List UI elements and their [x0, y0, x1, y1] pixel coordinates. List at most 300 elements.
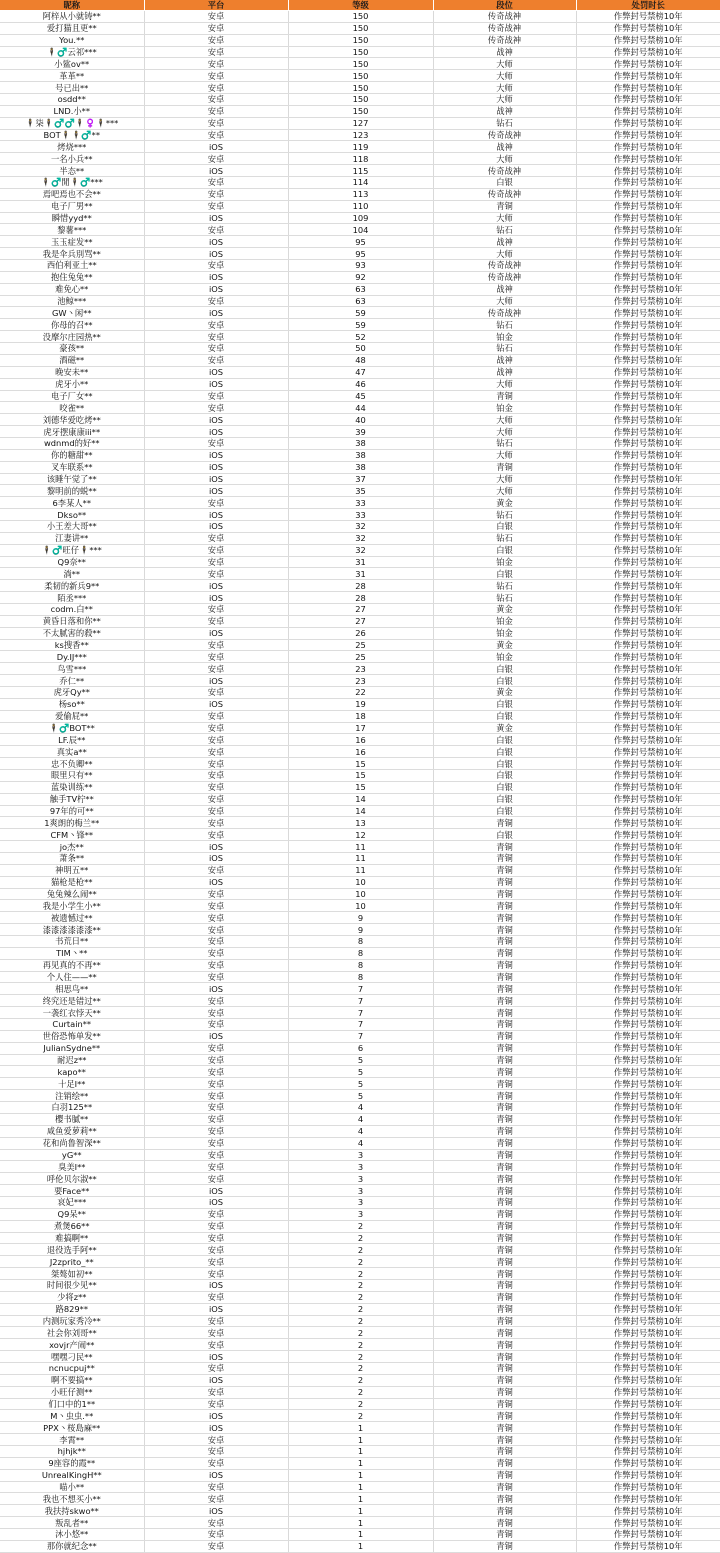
nickname-cell[interactable]: 鸟雪***	[0, 663, 144, 675]
penalty-cell[interactable]: 作弊封号禁榜10年	[576, 924, 720, 936]
nickname-cell[interactable]: 焉吧焉也不会**	[0, 188, 144, 200]
rank-cell[interactable]: 钻石	[433, 509, 576, 521]
nickname-cell[interactable]: LF.辰**	[0, 734, 144, 746]
level-cell[interactable]: 9	[288, 924, 433, 936]
level-cell[interactable]: 14	[288, 793, 433, 805]
level-cell[interactable]: 2	[288, 1244, 433, 1256]
platform-cell[interactable]: 安卓	[144, 354, 288, 366]
level-cell[interactable]: 2	[288, 1386, 433, 1398]
nickname-cell[interactable]: xovjr产闹**	[0, 1339, 144, 1351]
platform-cell[interactable]: 安卓	[144, 900, 288, 912]
penalty-cell[interactable]: 作弊封号禁榜10年	[576, 698, 720, 710]
platform-cell[interactable]: 安卓	[144, 129, 288, 141]
rank-cell[interactable]: 大师	[433, 70, 576, 82]
rank-cell[interactable]: 大师	[433, 94, 576, 106]
level-cell[interactable]: 9	[288, 912, 433, 924]
rank-cell[interactable]: 青铜	[433, 1374, 576, 1386]
level-cell[interactable]: 1	[288, 1434, 433, 1446]
level-cell[interactable]: 7	[288, 1019, 433, 1031]
penalty-cell[interactable]: 作弊封号禁榜10年	[576, 1327, 720, 1339]
header-level[interactable]: 等级	[288, 0, 433, 11]
penalty-cell[interactable]: 作弊封号禁榜10年	[576, 1066, 720, 1078]
platform-cell[interactable]: 安卓	[144, 177, 288, 189]
nickname-cell[interactable]: 内测玩家秀冷**	[0, 1315, 144, 1327]
level-cell[interactable]: 33	[288, 497, 433, 509]
nickname-cell[interactable]: 眼里只有**	[0, 770, 144, 782]
level-cell[interactable]: 1	[288, 1529, 433, 1541]
penalty-cell[interactable]: 作弊封号禁榜10年	[576, 805, 720, 817]
rank-cell[interactable]: 传奇战神	[433, 271, 576, 283]
rank-cell[interactable]: 青铜	[433, 1410, 576, 1422]
penalty-cell[interactable]: 作弊封号禁榜10年	[576, 829, 720, 841]
penalty-cell[interactable]: 作弊封号禁榜10年	[576, 1374, 720, 1386]
platform-cell[interactable]: iOS	[144, 426, 288, 438]
platform-cell[interactable]: 安卓	[144, 343, 288, 355]
platform-cell[interactable]: 安卓	[144, 817, 288, 829]
level-cell[interactable]: 27	[288, 603, 433, 615]
penalty-cell[interactable]: 作弊封号禁榜10年	[576, 94, 720, 106]
platform-cell[interactable]: 安卓	[144, 402, 288, 414]
rank-cell[interactable]: 青铜	[433, 1196, 576, 1208]
nickname-cell[interactable]: ks搜香**	[0, 639, 144, 651]
platform-cell[interactable]: iOS	[144, 675, 288, 687]
rank-cell[interactable]: 大师	[433, 295, 576, 307]
level-cell[interactable]: 12	[288, 829, 433, 841]
rank-cell[interactable]: 青铜	[433, 1078, 576, 1090]
nickname-cell[interactable]: hjhjk**	[0, 1445, 144, 1457]
rank-cell[interactable]: 青铜	[433, 1090, 576, 1102]
platform-cell[interactable]: 安卓	[144, 888, 288, 900]
penalty-cell[interactable]: 作弊封号禁榜10年	[576, 117, 720, 129]
nickname-cell[interactable]: 🕴️♂️閒🕴️♂️***	[0, 177, 144, 189]
nickname-cell[interactable]: 真实a**	[0, 746, 144, 758]
level-cell[interactable]: 2	[288, 1232, 433, 1244]
penalty-cell[interactable]: 作弊封号禁榜10年	[576, 1007, 720, 1019]
level-cell[interactable]: 19	[288, 698, 433, 710]
penalty-cell[interactable]: 作弊封号禁榜10年	[576, 876, 720, 888]
nickname-cell[interactable]: 虎牙摆康康iii**	[0, 426, 144, 438]
level-cell[interactable]: 2	[288, 1339, 433, 1351]
level-cell[interactable]: 8	[288, 947, 433, 959]
level-cell[interactable]: 15	[288, 781, 433, 793]
nickname-cell[interactable]: 虎牙Qy**	[0, 686, 144, 698]
platform-cell[interactable]: 安卓	[144, 70, 288, 82]
penalty-cell[interactable]: 作弊封号禁榜10年	[576, 165, 720, 177]
nickname-cell[interactable]: 1爽朗的梅兰**	[0, 817, 144, 829]
nickname-cell[interactable]: GW丶闲**	[0, 307, 144, 319]
nickname-cell[interactable]: 黎薯***	[0, 224, 144, 236]
rank-cell[interactable]: 青铜	[433, 1279, 576, 1291]
penalty-cell[interactable]: 作弊封号禁榜10年	[576, 971, 720, 983]
level-cell[interactable]: 2	[288, 1256, 433, 1268]
platform-cell[interactable]: 安卓	[144, 1113, 288, 1125]
nickname-cell[interactable]: 小王差大哥**	[0, 520, 144, 532]
rank-cell[interactable]: 青铜	[433, 1149, 576, 1161]
penalty-cell[interactable]: 作弊封号禁榜10年	[576, 354, 720, 366]
rank-cell[interactable]: 大师	[433, 212, 576, 224]
platform-cell[interactable]: iOS	[144, 378, 288, 390]
level-cell[interactable]: 17	[288, 722, 433, 734]
rank-cell[interactable]: 青铜	[433, 1493, 576, 1505]
penalty-cell[interactable]: 作弊封号禁榜10年	[576, 556, 720, 568]
rank-cell[interactable]: 青铜	[433, 1339, 576, 1351]
penalty-cell[interactable]: 作弊封号禁榜10年	[576, 105, 720, 117]
platform-cell[interactable]: 安卓	[144, 793, 288, 805]
level-cell[interactable]: 48	[288, 354, 433, 366]
level-cell[interactable]: 7	[288, 983, 433, 995]
rank-cell[interactable]: 传奇战神	[433, 22, 576, 34]
rank-cell[interactable]: 白银	[433, 520, 576, 532]
rank-cell[interactable]: 青铜	[433, 853, 576, 865]
nickname-cell[interactable]: 白羽125**	[0, 1102, 144, 1114]
level-cell[interactable]: 63	[288, 283, 433, 295]
platform-cell[interactable]: iOS	[144, 592, 288, 604]
rank-cell[interactable]: 白银	[433, 805, 576, 817]
penalty-cell[interactable]: 作弊封号禁榜10年	[576, 663, 720, 675]
penalty-cell[interactable]: 作弊封号禁榜10年	[576, 603, 720, 615]
rank-cell[interactable]: 青铜	[433, 1137, 576, 1149]
nickname-cell[interactable]: wdnmd的好**	[0, 437, 144, 449]
platform-cell[interactable]: 安卓	[144, 1019, 288, 1031]
level-cell[interactable]: 37	[288, 473, 433, 485]
level-cell[interactable]: 11	[288, 841, 433, 853]
level-cell[interactable]: 32	[288, 544, 433, 556]
penalty-cell[interactable]: 作弊封号禁榜10年	[576, 1517, 720, 1529]
rank-cell[interactable]: 战神	[433, 46, 576, 58]
nickname-cell[interactable]: 革革**	[0, 70, 144, 82]
level-cell[interactable]: 2	[288, 1303, 433, 1315]
platform-cell[interactable]: 安卓	[144, 532, 288, 544]
level-cell[interactable]: 2	[288, 1374, 433, 1386]
nickname-cell[interactable]: 喵小**	[0, 1481, 144, 1493]
penalty-cell[interactable]: 作弊封号禁榜10年	[576, 497, 720, 509]
nickname-cell[interactable]: JulianSydne**	[0, 1042, 144, 1054]
level-cell[interactable]: 32	[288, 520, 433, 532]
penalty-cell[interactable]: 作弊封号禁榜10年	[576, 46, 720, 58]
platform-cell[interactable]: 安卓	[144, 544, 288, 556]
nickname-cell[interactable]: 咸鱼爱萝莉**	[0, 1125, 144, 1137]
rank-cell[interactable]: 黄金	[433, 603, 576, 615]
penalty-cell[interactable]: 作弊封号禁榜10年	[576, 141, 720, 153]
rank-cell[interactable]: 青铜	[433, 1268, 576, 1280]
platform-cell[interactable]: iOS	[144, 212, 288, 224]
penalty-cell[interactable]: 作弊封号禁榜10年	[576, 1410, 720, 1422]
penalty-cell[interactable]: 作弊封号禁榜10年	[576, 615, 720, 627]
penalty-cell[interactable]: 作弊封号禁榜10年	[576, 520, 720, 532]
level-cell[interactable]: 23	[288, 663, 433, 675]
platform-cell[interactable]: 安卓	[144, 746, 288, 758]
penalty-cell[interactable]: 作弊封号禁榜10年	[576, 722, 720, 734]
penalty-cell[interactable]: 作弊封号禁榜10年	[576, 82, 720, 94]
level-cell[interactable]: 150	[288, 46, 433, 58]
level-cell[interactable]: 150	[288, 82, 433, 94]
level-cell[interactable]: 4	[288, 1125, 433, 1137]
penalty-cell[interactable]: 作弊封号禁榜10年	[576, 271, 720, 283]
level-cell[interactable]: 26	[288, 627, 433, 639]
header-rank[interactable]: 段位	[433, 0, 576, 11]
rank-cell[interactable]: 大师	[433, 426, 576, 438]
penalty-cell[interactable]: 作弊封号禁榜10年	[576, 1481, 720, 1493]
level-cell[interactable]: 5	[288, 1090, 433, 1102]
level-cell[interactable]: 46	[288, 378, 433, 390]
rank-cell[interactable]: 黄金	[433, 686, 576, 698]
level-cell[interactable]: 3	[288, 1196, 433, 1208]
rank-cell[interactable]: 青铜	[433, 1517, 576, 1529]
nickname-cell[interactable]: 猫枪是枪**	[0, 876, 144, 888]
rank-cell[interactable]: 白银	[433, 698, 576, 710]
level-cell[interactable]: 4	[288, 1113, 433, 1125]
nickname-cell[interactable]: 不太腻害的殺**	[0, 627, 144, 639]
rank-cell[interactable]: 青铜	[433, 1481, 576, 1493]
penalty-cell[interactable]: 作弊封号禁榜10年	[576, 509, 720, 521]
penalty-cell[interactable]: 作弊封号禁榜10年	[576, 1398, 720, 1410]
penalty-cell[interactable]: 作弊封号禁榜10年	[576, 1090, 720, 1102]
rank-cell[interactable]: 青铜	[433, 1030, 576, 1042]
header-platform[interactable]: 平台	[144, 0, 288, 11]
platform-cell[interactable]: 安卓	[144, 781, 288, 793]
nickname-cell[interactable]: 难搞啊**	[0, 1232, 144, 1244]
level-cell[interactable]: 150	[288, 105, 433, 117]
penalty-cell[interactable]: 作弊封号禁榜10年	[576, 1279, 720, 1291]
level-cell[interactable]: 59	[288, 307, 433, 319]
nickname-cell[interactable]: 那你就纪念**	[0, 1540, 144, 1552]
penalty-cell[interactable]: 作弊封号禁榜10年	[576, 1529, 720, 1541]
platform-cell[interactable]: 安卓	[144, 1054, 288, 1066]
penalty-cell[interactable]: 作弊封号禁榜10年	[576, 532, 720, 544]
level-cell[interactable]: 27	[288, 615, 433, 627]
penalty-cell[interactable]: 作弊封号禁榜10年	[576, 1196, 720, 1208]
rank-cell[interactable]: 青铜	[433, 1161, 576, 1173]
level-cell[interactable]: 28	[288, 592, 433, 604]
penalty-cell[interactable]: 作弊封号禁榜10年	[576, 58, 720, 70]
platform-cell[interactable]: iOS	[144, 141, 288, 153]
level-cell[interactable]: 109	[288, 212, 433, 224]
nickname-cell[interactable]: jo杰**	[0, 841, 144, 853]
rank-cell[interactable]: 铂金	[433, 402, 576, 414]
level-cell[interactable]: 1	[288, 1517, 433, 1529]
rank-cell[interactable]: 青铜	[433, 1220, 576, 1232]
level-cell[interactable]: 2	[288, 1398, 433, 1410]
platform-cell[interactable]: 安卓	[144, 46, 288, 58]
rank-cell[interactable]: 铂金	[433, 651, 576, 663]
platform-cell[interactable]: 安卓	[144, 615, 288, 627]
nickname-cell[interactable]: osdd**	[0, 94, 144, 106]
platform-cell[interactable]: 安卓	[144, 117, 288, 129]
nickname-cell[interactable]: 小旺仔测**	[0, 1386, 144, 1398]
level-cell[interactable]: 4	[288, 1102, 433, 1114]
nickname-cell[interactable]: 一名小兵**	[0, 153, 144, 165]
platform-cell[interactable]: 安卓	[144, 1386, 288, 1398]
penalty-cell[interactable]: 作弊封号禁榜10年	[576, 592, 720, 604]
platform-cell[interactable]: 安卓	[144, 1208, 288, 1220]
rank-cell[interactable]: 铂金	[433, 615, 576, 627]
platform-cell[interactable]: iOS	[144, 1422, 288, 1434]
platform-cell[interactable]: 安卓	[144, 437, 288, 449]
rank-cell[interactable]: 青铜	[433, 1019, 576, 1031]
level-cell[interactable]: 1	[288, 1445, 433, 1457]
platform-cell[interactable]: 安卓	[144, 1161, 288, 1173]
nickname-cell[interactable]: 被遗憾过**	[0, 912, 144, 924]
platform-cell[interactable]: iOS	[144, 271, 288, 283]
nickname-cell[interactable]: Q9奈**	[0, 556, 144, 568]
platform-cell[interactable]: iOS	[144, 1030, 288, 1042]
level-cell[interactable]: 38	[288, 449, 433, 461]
nickname-cell[interactable]: 淌**	[0, 568, 144, 580]
nickname-cell[interactable]: You.**	[0, 34, 144, 46]
penalty-cell[interactable]: 作弊封号禁榜10年	[576, 758, 720, 770]
level-cell[interactable]: 2	[288, 1351, 433, 1363]
nickname-cell[interactable]: 煮煲66**	[0, 1220, 144, 1232]
rank-cell[interactable]: 白银	[433, 177, 576, 189]
nickname-cell[interactable]: 要Face**	[0, 1185, 144, 1197]
penalty-cell[interactable]: 作弊封号禁榜10年	[576, 1208, 720, 1220]
platform-cell[interactable]: iOS	[144, 841, 288, 853]
rank-cell[interactable]: 青铜	[433, 1327, 576, 1339]
platform-cell[interactable]: 安卓	[144, 260, 288, 272]
nickname-cell[interactable]: 号已出**	[0, 82, 144, 94]
rank-cell[interactable]: 钻石	[433, 117, 576, 129]
rank-cell[interactable]: 传奇战神	[433, 165, 576, 177]
penalty-cell[interactable]: 作弊封号禁榜10年	[576, 544, 720, 556]
platform-cell[interactable]: 安卓	[144, 1078, 288, 1090]
nickname-cell[interactable]: 没摩尔庄园热**	[0, 331, 144, 343]
platform-cell[interactable]: 安卓	[144, 722, 288, 734]
penalty-cell[interactable]: 作弊封号禁榜10年	[576, 366, 720, 378]
platform-cell[interactable]: 安卓	[144, 1042, 288, 1054]
platform-cell[interactable]: iOS	[144, 1374, 288, 1386]
nickname-cell[interactable]: 呼伦贝尔淑**	[0, 1173, 144, 1185]
rank-cell[interactable]: 铂金	[433, 627, 576, 639]
nickname-cell[interactable]: 🕴️♂️BOT**	[0, 722, 144, 734]
nickname-cell[interactable]: 陌丞***	[0, 592, 144, 604]
platform-cell[interactable]: iOS	[144, 473, 288, 485]
platform-cell[interactable]: 安卓	[144, 912, 288, 924]
level-cell[interactable]: 2	[288, 1220, 433, 1232]
rank-cell[interactable]: 战神	[433, 354, 576, 366]
rank-cell[interactable]: 铂金	[433, 331, 576, 343]
penalty-cell[interactable]: 作弊封号禁榜10年	[576, 1102, 720, 1114]
penalty-cell[interactable]: 作弊封号禁榜10年	[576, 461, 720, 473]
level-cell[interactable]: 150	[288, 22, 433, 34]
rank-cell[interactable]: 青铜	[433, 461, 576, 473]
rank-cell[interactable]: 白银	[433, 675, 576, 687]
level-cell[interactable]: 1	[288, 1505, 433, 1517]
level-cell[interactable]: 1	[288, 1481, 433, 1493]
platform-cell[interactable]: iOS	[144, 853, 288, 865]
platform-cell[interactable]: iOS	[144, 1303, 288, 1315]
rank-cell[interactable]: 青铜	[433, 924, 576, 936]
penalty-cell[interactable]: 作弊封号禁榜10年	[576, 437, 720, 449]
header-nickname[interactable]: 昵称	[0, 0, 144, 11]
nickname-cell[interactable]: 咬雀**	[0, 402, 144, 414]
penalty-cell[interactable]: 作弊封号禁榜10年	[576, 1030, 720, 1042]
level-cell[interactable]: 18	[288, 710, 433, 722]
platform-cell[interactable]: 安卓	[144, 568, 288, 580]
penalty-cell[interactable]: 作弊封号禁榜10年	[576, 1303, 720, 1315]
rank-cell[interactable]: 钻石	[433, 319, 576, 331]
nickname-cell[interactable]: 忠不负卿**	[0, 758, 144, 770]
nickname-cell[interactable]: 蓝染训练**	[0, 781, 144, 793]
level-cell[interactable]: 63	[288, 295, 433, 307]
rank-cell[interactable]: 青铜	[433, 1398, 576, 1410]
level-cell[interactable]: 110	[288, 200, 433, 212]
level-cell[interactable]: 11	[288, 864, 433, 876]
nickname-cell[interactable]: 97年的可**	[0, 805, 144, 817]
rank-cell[interactable]: 青铜	[433, 1244, 576, 1256]
rank-cell[interactable]: 青铜	[433, 1362, 576, 1374]
level-cell[interactable]: 13	[288, 817, 433, 829]
nickname-cell[interactable]: 嘿嘿刁民**	[0, 1351, 144, 1363]
nickname-cell[interactable]: 瞬惜yyd**	[0, 212, 144, 224]
platform-cell[interactable]: iOS	[144, 165, 288, 177]
platform-cell[interactable]: iOS	[144, 283, 288, 295]
rank-cell[interactable]: 大师	[433, 82, 576, 94]
rank-cell[interactable]: 青铜	[433, 912, 576, 924]
platform-cell[interactable]: 安卓	[144, 1529, 288, 1541]
rank-cell[interactable]: 青铜	[433, 1256, 576, 1268]
level-cell[interactable]: 16	[288, 734, 433, 746]
penalty-cell[interactable]: 作弊封号禁榜10年	[576, 331, 720, 343]
rank-cell[interactable]: 白银	[433, 781, 576, 793]
rank-cell[interactable]: 青铜	[433, 1351, 576, 1363]
platform-cell[interactable]: 安卓	[144, 1102, 288, 1114]
nickname-cell[interactable]: 该睡午觉了**	[0, 473, 144, 485]
rank-cell[interactable]: 白银	[433, 793, 576, 805]
rank-cell[interactable]: 大师	[433, 248, 576, 260]
level-cell[interactable]: 4	[288, 1137, 433, 1149]
level-cell[interactable]: 7	[288, 995, 433, 1007]
platform-cell[interactable]: 安卓	[144, 331, 288, 343]
rank-cell[interactable]: 青铜	[433, 1007, 576, 1019]
platform-cell[interactable]: 安卓	[144, 1457, 288, 1469]
nickname-cell[interactable]: 终究还是错过**	[0, 995, 144, 1007]
penalty-cell[interactable]: 作弊封号禁榜10年	[576, 1505, 720, 1517]
rank-cell[interactable]: 青铜	[433, 1422, 576, 1434]
rank-cell[interactable]: 战神	[433, 236, 576, 248]
nickname-cell[interactable]: 豪孩**	[0, 343, 144, 355]
nickname-cell[interactable]: codm.白**	[0, 603, 144, 615]
penalty-cell[interactable]: 作弊封号禁榜10年	[576, 485, 720, 497]
penalty-cell[interactable]: 作弊封号禁榜10年	[576, 959, 720, 971]
level-cell[interactable]: 6	[288, 1042, 433, 1054]
platform-cell[interactable]: 安卓	[144, 94, 288, 106]
rank-cell[interactable]: 战神	[433, 105, 576, 117]
level-cell[interactable]: 3	[288, 1208, 433, 1220]
nickname-cell[interactable]: 🕴️柒🕴️♂️♂️🕴️♀️🕴️***	[0, 117, 144, 129]
penalty-cell[interactable]: 作弊封号禁榜10年	[576, 947, 720, 959]
penalty-cell[interactable]: 作弊封号禁榜10年	[576, 793, 720, 805]
nickname-cell[interactable]: CFM丶锋**	[0, 829, 144, 841]
level-cell[interactable]: 118	[288, 153, 433, 165]
rank-cell[interactable]: 青铜	[433, 841, 576, 853]
rank-cell[interactable]: 青铜	[433, 876, 576, 888]
platform-cell[interactable]: 安卓	[144, 829, 288, 841]
nickname-cell[interactable]: 神明五**	[0, 864, 144, 876]
penalty-cell[interactable]: 作弊封号禁榜10年	[576, 841, 720, 853]
penalty-cell[interactable]: 作弊封号禁榜10年	[576, 1434, 720, 1446]
level-cell[interactable]: 7	[288, 1007, 433, 1019]
level-cell[interactable]: 39	[288, 426, 433, 438]
platform-cell[interactable]: 安卓	[144, 1445, 288, 1457]
rank-cell[interactable]: 黄金	[433, 639, 576, 651]
platform-cell[interactable]: 安卓	[144, 864, 288, 876]
penalty-cell[interactable]: 作弊封号禁榜10年	[576, 746, 720, 758]
rank-cell[interactable]: 钻石	[433, 532, 576, 544]
level-cell[interactable]: 10	[288, 900, 433, 912]
penalty-cell[interactable]: 作弊封号禁榜10年	[576, 402, 720, 414]
nickname-cell[interactable]: 再见真的不再**	[0, 959, 144, 971]
rank-cell[interactable]: 青铜	[433, 817, 576, 829]
